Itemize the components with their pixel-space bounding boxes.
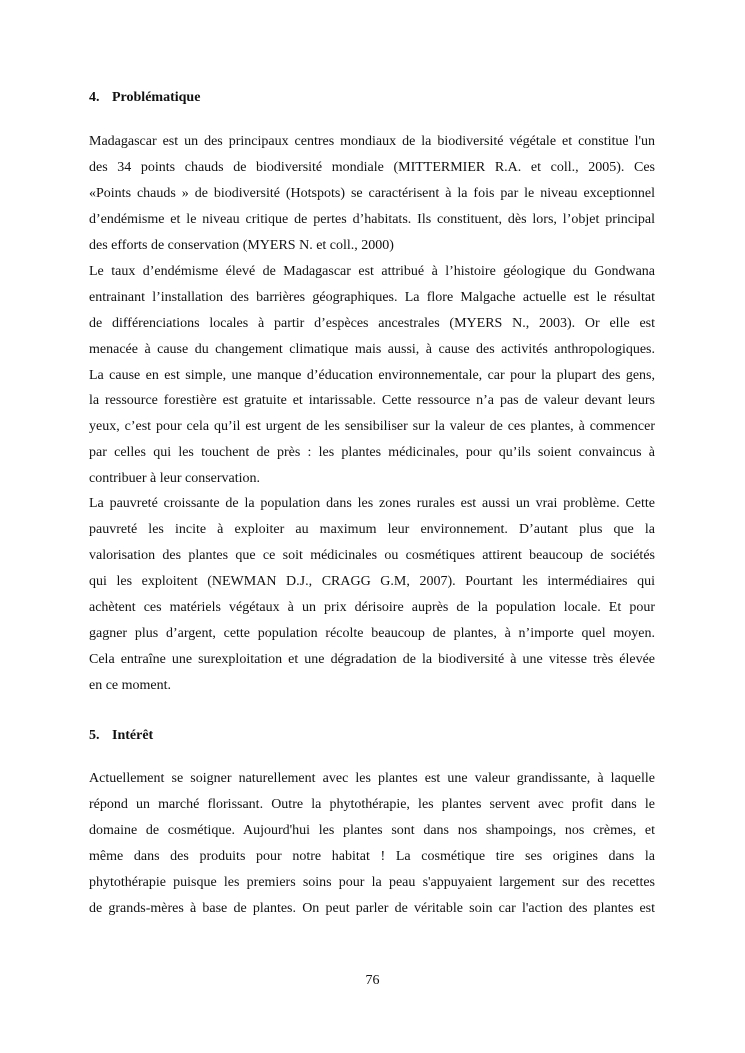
paragraph-line: gagner plus d’argent, cette population récolte beaucoup de plantes, à n’importe quel moyen. xyxy=(89,626,655,641)
paragraph-line: répond un marché florissant. Outre la phytothérapie, les plantes servent avec profit dans le xyxy=(89,797,655,812)
paragraph-line: en ce moment. xyxy=(89,678,172,693)
section-4-number: 4. xyxy=(89,90,100,105)
section-4-title: Problématique xyxy=(112,90,201,105)
paragraph-line: La pauvreté croissante de la population dans les zones rurales est aussi un vrai problème. Cette xyxy=(89,496,655,511)
paragraph-line: même dans des produits pour notre habitat ! La cosmétique tire ses origines dans la xyxy=(89,849,655,864)
paragraph-line: achètent ces matériels végétaux à un prix dérisoire auprès de la population locale. Et pour xyxy=(89,600,655,615)
paragraph-line: de différenciations locales à partir d’espèces ancestrales (MYERS N., 2003). Or elle est xyxy=(89,316,655,331)
section-5-title: Intérêt xyxy=(112,728,154,743)
paragraph-line: Le taux d’endémisme élevé de Madagascar est attribué à l’histoire géologique du Gondwana xyxy=(89,264,655,279)
paragraph-line: yeux, c’est pour cela qu’il est urgent de les sensibiliser sur la valeur de ces plantes, à commencer xyxy=(89,419,655,434)
section-5-heading xyxy=(89,727,153,745)
paragraph-line: pauvreté les incite à exploiter au maximum leur environnement. D’autant plus que la xyxy=(89,522,655,537)
paragraph-line: La cause en est simple, une manque d’éducation environnementale, car pour la plupart des gens, xyxy=(89,368,655,383)
paragraph-line: des efforts de conservation (MYERS N. et coll., 2000) xyxy=(89,238,394,253)
section-4-heading xyxy=(89,89,200,107)
paragraph-line: entrainant l’installation des barrières géographiques. La flore Malgache actuelle est le résultat xyxy=(89,290,655,305)
paragraph-line: «Points chauds » de biodiversité (Hotspots) se caractérisent à la fois par le niveau exceptionnel xyxy=(89,186,655,201)
section-5-number: 5. xyxy=(89,728,100,743)
paragraph-line: phytothérapie puisque les premiers soins pour la peau s'appuyaient largement sur des recettes xyxy=(89,875,655,890)
paragraph-line: contribuer à leur conservation. xyxy=(89,471,261,486)
paragraph-line: de grands-mères à base de plantes. On peut parler de véritable soin car l'action des plantes est xyxy=(89,901,655,916)
paragraph-line: des 34 points chauds de biodiversité mondiale (MITTERMIER R.A. et coll., 2005). Ces xyxy=(89,160,655,175)
paragraph-line: valorisation des plantes que ce soit médicinales ou cosmétiques attirent beaucoup de sociétés xyxy=(89,548,655,563)
paragraph-line: Madagascar est un des principaux centres mondiaux de la biodiversité végétale et constitue l'un xyxy=(89,134,655,149)
paragraph-line: Actuellement se soigner naturellement avec les plantes est une valeur grandissante, à laquelle xyxy=(89,771,655,786)
paragraph-line: menacée à cause du changement climatique mais aussi, à cause des activités anthropologiques. xyxy=(89,342,655,357)
paragraph-line: la ressource forestière est gratuite et intarissable. Cette ressource n’a pas de valeur devant leurs xyxy=(89,393,655,408)
paragraph-line: par celles qui les touchent de près : les plantes médicinales, pour qu’ils soient convaincus à xyxy=(89,445,655,460)
paragraph-line: qui les exploitent (NEWMAN D.J., CRAGG G.M, 2007). Pourtant les intermédiaires qui xyxy=(89,574,655,589)
page-number: 76 xyxy=(365,973,380,988)
paragraph-line: d’endémisme et le niveau critique de pertes d’habitats. Ils constituent, dès lors, l’objet principal xyxy=(89,212,655,227)
paragraph-line: domaine de cosmétique. Aujourd'hui les plantes sont dans nos shampoings, nos crèmes, et xyxy=(89,823,655,838)
paragraph-line: Cela entraîne une surexploitation et une dégradation de la biodiversité à une vitesse très élevée xyxy=(89,652,655,667)
